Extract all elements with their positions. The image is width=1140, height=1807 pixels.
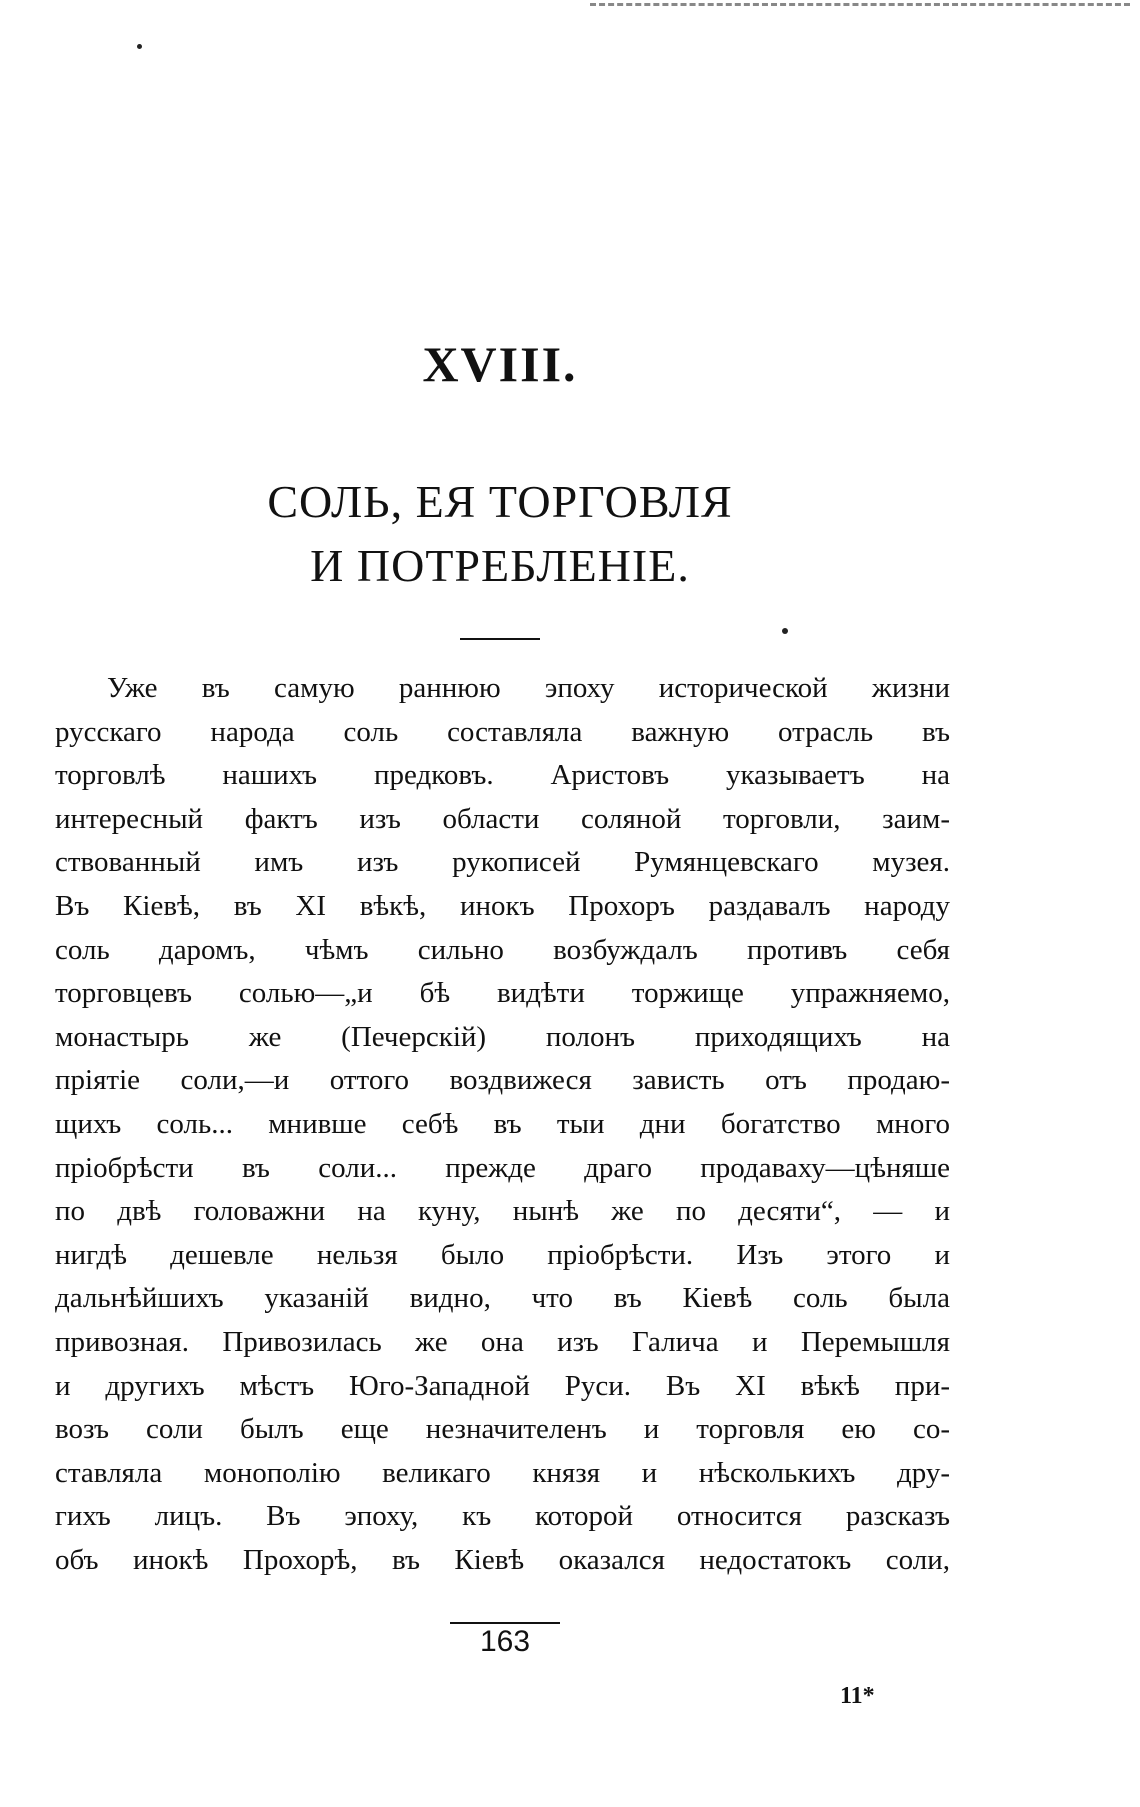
signature-mark: 11* (840, 1683, 875, 1709)
chapter-title (0, 470, 1000, 598)
body-line: дальнѣйшихъ указаній видно, что въ Кіевѣ соль была (55, 1282, 950, 1315)
body-line: соль даромъ, чѣмъ сильно возбуждалъ противъ себя (55, 933, 950, 966)
chapter-title-line: И ПОТРЕБЛЕНІЕ. (310, 540, 690, 591)
body-line: объ инокѣ Прохорѣ, въ Кіевѣ оказался недостатокъ соли, (55, 1543, 950, 1576)
body-line: интересный фактъ изъ области соляной торговли, заим- (55, 802, 950, 835)
body-line: гихъ лицъ. Въ эпоху, къ которой относится разсказъ (55, 1500, 950, 1533)
body-line: привозная. Привозилась же она изъ Галича и Перемышля (55, 1325, 950, 1358)
body-line: Въ Кіевѣ, въ XI вѣкѣ, инокъ Прохоръ раздавалъ народу (55, 889, 950, 922)
body-line: ставляла монополію великаго князя и нѣсколькихъ дру- (55, 1456, 950, 1489)
body-line: ствованный имъ изъ рукописей Румянцевскаго музея. (55, 846, 950, 879)
title-divider (460, 638, 540, 640)
body-paragraph (55, 667, 950, 1582)
body-line: по двѣ головажни на куну, нынѣ же по десяти“, — и (55, 1195, 950, 1228)
top-edge-rule (590, 3, 1130, 6)
body-line: монастырь же (Печерскій) полонъ приходящихъ на (55, 1020, 950, 1053)
chapter-number: XVIII. (422, 336, 578, 392)
body-line: щихъ соль... мнивше себѣ въ тыи дни богатство много (55, 1107, 950, 1140)
body-line: торговцевъ солью—„и бѣ видѣти торжище упражняемо, (55, 977, 950, 1010)
body-line: возъ соли былъ еще незначителенъ и торговля ею со- (55, 1413, 950, 1446)
body-line: пріятіе соли,—и оттого воздвижеся зависть отъ продаю- (55, 1064, 950, 1097)
body-line: пріобрѣсти въ соли... прежде драго продаваху—цѣняше (55, 1151, 950, 1184)
body-line: русскаго народа соль составляла важную отрасль въ (55, 715, 950, 748)
chapter-title-line: СОЛЬ, ЕЯ ТОРГОВЛЯ (267, 476, 733, 527)
body-line: нигдѣ дешевле нельзя было пріобрѣсти. Изъ этого и (55, 1238, 950, 1271)
body-line: Уже въ самую раннюю эпоху исторической жизни (107, 672, 950, 704)
ink-speck (137, 44, 142, 49)
body-line: и другихъ мѣстъ Юго-Западной Руси. Въ XI вѣкѣ при- (55, 1369, 950, 1402)
page-number: 163 (479, 1625, 531, 1658)
ink-speck (782, 628, 788, 634)
body-line: торговлѣ нашихъ предковъ. Аристовъ указываетъ на (55, 759, 950, 792)
footer-rule (450, 1622, 560, 1624)
